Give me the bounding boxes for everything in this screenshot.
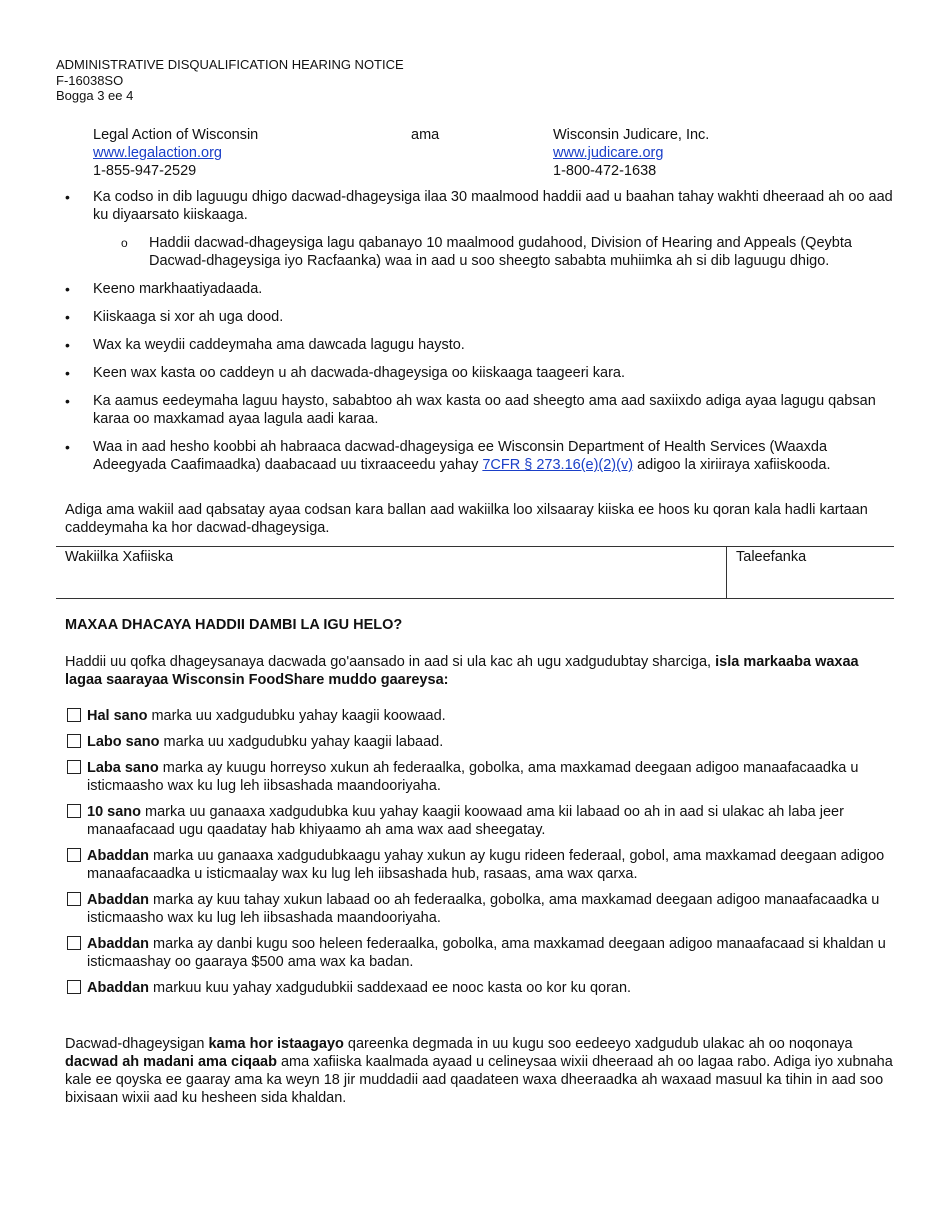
contact-judicare (553, 126, 709, 180)
list-item: • Keen wax kasta oo caddeyn u ah dacwada-dhageysiga oo kiiskaaga taageeri kara. (65, 364, 895, 382)
closing-paragraph: Dacwad-dhageysigan kama hor istaagayo qareenka degmada in uu kugu soo eedeeyo xadgudub ulakac ah oo noqonaya dacwad ah madani ama ciqaab ama xafiiska kaalmada ayaad u celineysaa wixii dheeraad ah oo lagaa rabo. Adiga iyo xubnaha kale ee qoyska ee gaaray ama ka weyn 18 jir muddadii aad qaadateen waxa dheeraadka ah waxaad masuul ka tihin in aad soo bixisaan wixii aad ku hesheen sida khaldan. (65, 1036, 893, 1106)
document-header (56, 57, 404, 104)
contact-name: Legal Action of Wisconsin (93, 127, 259, 143)
checkbox-icon[interactable] (67, 734, 81, 748)
agency-rep-label: Wakiilka Xafiiska (65, 549, 174, 565)
penalty-item: Abaddan marka ay danbi kugu soo heleen federaalka, gobolka, ama maxkamad deegaan adigoo manaafacaad si khaldan u isticmaashay oo gaaraya $500 ama wax ka badan. (65, 935, 895, 971)
penalty-list (65, 707, 895, 1005)
section-heading: MAXAA DHACAYA HADDII DAMBI LA IGU HELO? (65, 617, 403, 633)
contact-phone: 1-800-472-1638 (553, 163, 657, 179)
list-item: • Ka aamus eedeymaha laguu haysto, sababtoo ah wax kasta oo aad sheegto ama aad saxiixdo adiga ayaa lagugu qabsan karaa oo maxkamad ayaa lagula aadi karaa. (65, 392, 895, 428)
contact-connector: ama (411, 127, 440, 143)
penalty-item: Abaddan marka uu ganaaxa xadgudubkaagu yahay xukun ay kugu rideen federaal, gobol, ama maxkamad deegaan adigoo manaafacaadka u isticmaalay wax ku lug leh iibsashada hub, rasaas, ama wax qarxa. (65, 847, 895, 883)
sub-list-item: o Haddii dacwad-dhageysiga lagu qabanayo 10 maalmood gudahood, Division of Hearing and Appeals (Qeybta Dacwad-dhageysiga iyo Racfaanka) waa in aad u soo sheegto sababta muhiimka ah si dib laguugu dhigo. (65, 234, 895, 270)
agency-contact-table (56, 546, 894, 599)
cfr-link[interactable]: 7CFR § 273.16(e)(2)(v) (482, 457, 634, 473)
form-id: F-16038SO (56, 72, 124, 88)
penalty-item: Laba sano marka ay kuugu horreyso xukun ah federaalka, gobolka, ama maxkamad deegaan adigoo manaafacaadka u isticmaasho wax ku lug leh iibsashada maandooriyaha. (65, 759, 895, 795)
table-divider (726, 547, 727, 598)
checkbox-icon[interactable] (67, 804, 81, 818)
penalty-item: Abaddan marka ay kuu tahay xukun labaad oo ah federaalka, gobolka, ama maxkamad deegaan adigoo manaafacaadka u isticmaasho wax ku lug leh iibsashada maandooriyaha. (65, 891, 895, 927)
section-intro: Haddii uu qofka dhageysanaya dacwada go'aansado in aad si ula kac ah ugu xadgudubtay sharciga, isla markaaba waxaa lagaa saarayaa Wisconsin FoodShare muddo gaareysa: (65, 654, 859, 688)
list-item: • Kiiskaaga si xor ah uga dood. (65, 308, 895, 326)
document-title: ADMINISTRATIVE DISQUALIFICATION HEARING NOTICE (56, 57, 404, 72)
rights-list (65, 188, 895, 484)
checkbox-icon[interactable] (67, 760, 81, 774)
checkbox-icon[interactable] (67, 708, 81, 722)
list-item: • Wax ka weydii caddeymaha ama dawcada lagugu haysto. (65, 336, 895, 354)
list-item: • Ka codso in dib laguugu dhigo dacwad-dhageysiga ilaa 30 maalmood haddii aad u baahan tahay wakhti dheeraad ah oo aad ku diyaarsato kiiskaaga. o Haddii dacwad-dhageysiga lagu qabanayo 10 maalmood gudahood, Division of Hearing and Appeals (Qeybta Dacwad-dhageysiga iyo Racfaanka) waa in aad u soo sheegto sababta muhiimka ah si dib laguugu dhigo. (65, 188, 895, 270)
page-number: Bogga 3 ee 4 (56, 88, 134, 103)
penalty-item: Hal sano marka uu xadgudubku yahay kaagii koowaad. (65, 707, 895, 725)
list-item: • Waa in aad hesho koobbi ah habraaca dacwad-dhageysiga ee Wisconsin Department of Health Services (Waaxda Adeegyada Caafimaadka) daabacaad uu tixraaceedu yahay 7CFR § 273.16(e)(2)(v) adigoo la xiriiraya xafiiskooda. (65, 438, 895, 474)
list-item: • Keeno markhaatiyadaada. (65, 280, 895, 298)
contact-phone: 1-855-947-2529 (93, 163, 197, 179)
legal-action-link[interactable]: www.legalaction.org (93, 145, 222, 161)
checkbox-icon[interactable] (67, 892, 81, 906)
phone-label: Taleefanka (736, 549, 807, 565)
agent-paragraph: Adiga ama wakiil aad qabsatay ayaa codsan kara ballan aad wakiilka loo xilsaaray kiiska ee hoos ku qoran kala hadli kartaan caddeymaha ka hor dacwad-dhageysiga. (65, 502, 868, 536)
checkbox-icon[interactable] (67, 936, 81, 950)
checkbox-icon[interactable] (67, 980, 81, 994)
penalty-item: 10 sano marka uu ganaaxa xadgudubka kuu yahay kaagii koowaad ama kii labaad oo ah in aad si ulakac ah laba jeer manaafacaad ugu qaadatay hab khiyaamo ah ama wax aad sheegatay. (65, 803, 895, 839)
judicare-link[interactable]: www.judicare.org (553, 145, 664, 161)
checkbox-icon[interactable] (67, 848, 81, 862)
penalty-item: Labo sano marka uu xadgudubku yahay kaagii labaad. (65, 733, 895, 751)
penalty-item: Abaddan markuu kuu yahay xadgudubkii saddexaad ee nooc kasta oo kor ku qoran. (65, 979, 895, 997)
contact-name: Wisconsin Judicare, Inc. (553, 127, 710, 143)
contact-legal-action (93, 126, 258, 180)
